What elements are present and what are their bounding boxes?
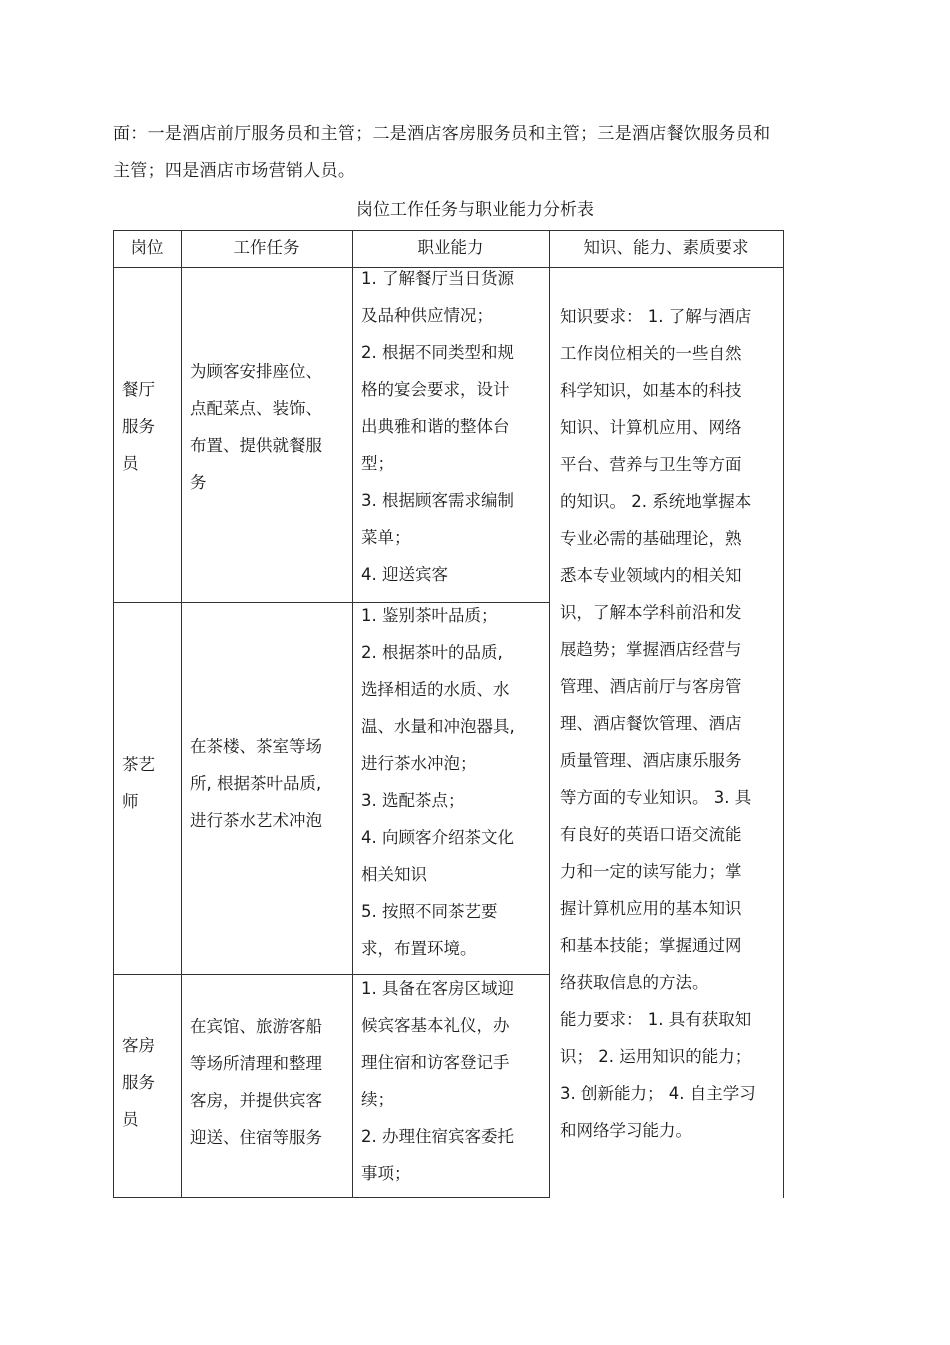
intro-paragraph <box>113 116 803 190</box>
intro-line-2: 主管；四是酒店市场营销人员。 <box>113 161 356 181</box>
table-left-border <box>113 230 114 1198</box>
row-3-task: 在宾馆、旅游客船 等场所清理和整理 客房，并提供宾客 迎送、住宿等服务 <box>190 1017 322 1147</box>
row-2-task: 在茶楼、茶室等场 所, 根据茶叶品质, 进行茶水艺术冲泡 <box>190 737 322 830</box>
row-3-ability: 1. 具备在客房区域迎 候宾客基本礼仪，办 理住宿和访客登记手 续； 2. 办理住宿宾客委托 事项； <box>361 979 514 1183</box>
header-requirements: 知识、能力、素质要求 <box>583 238 749 257</box>
header-post: 岗位 <box>130 238 164 257</box>
col-divider-3 <box>549 230 550 1198</box>
col-divider-1 <box>181 230 182 1198</box>
row-3-bottom-border <box>113 1197 550 1198</box>
table-caption: 岗位工作任务与职业能力分析表 <box>356 200 594 220</box>
intro-line-1: 面：一是酒店前厅服务员和主管；二是酒店客房服务员和主管；三是酒店餐饮服务员和 <box>113 124 771 144</box>
table-right-border <box>783 230 784 1198</box>
col-divider-2 <box>352 230 353 1198</box>
row-1-task: 为顾客安排座位、 点配菜点、装饰、 布置、提供就餐服 务 <box>190 362 322 492</box>
row-1-ability: 1. 了解餐厅当日货源 及品种供应情况； 2. 根据不同类型和规 格的宴会要求，设计 出典雅和谐的整体台 型； 3. 根据顾客需求编制 菜单； 4. 迎送宾客 <box>361 269 514 584</box>
requirements-text: 知识要求： 1. 了解与酒店 工作岗位相关的一些自然 科学知识，如基本的科技 知识、计算机应用、网络 平台、营养与卫生等方面 的知识。 2. 系统地掌握本 专业必需的基础理论，熟 悉本专业领域内的相关知 识，了解本学科前沿和发 展趋势；掌握酒店经营与 管理、酒店前厅与客房管 理、酒店餐饮管理、酒店 质量管理、酒店康乐服务 等方面的专业知识。 3. 具 有良好的英语口语交流能 力和一定的读写能力；掌 握计算机应用的基本知识 和基本技能；掌握通过网 络获取信息的方法。 能力要求： 1. 具有获取知 识； 2. 运用知识的能力； 3. 创新能力； 4. 自主学习 和网络学习能力。 <box>560 307 756 1140</box>
row-3-post: 客房 服务 员 <box>122 1036 155 1129</box>
row-2-post: 茶艺 师 <box>122 755 155 811</box>
header-ability: 职业能力 <box>417 238 484 257</box>
row-1-post: 餐厅 服务 员 <box>122 380 155 473</box>
header-task: 工作任务 <box>233 238 300 257</box>
row-2-ability: 1. 鉴别茶叶品质； 2. 根据茶叶的品质, 选择相适的水质、水 温、水量和冲泡器具, 进行茶水冲泡； 3. 选配茶点； 4. 向顾客介绍茶文化 相关知识 5. 按照不同茶艺要 求，布置环境。 <box>361 606 515 958</box>
